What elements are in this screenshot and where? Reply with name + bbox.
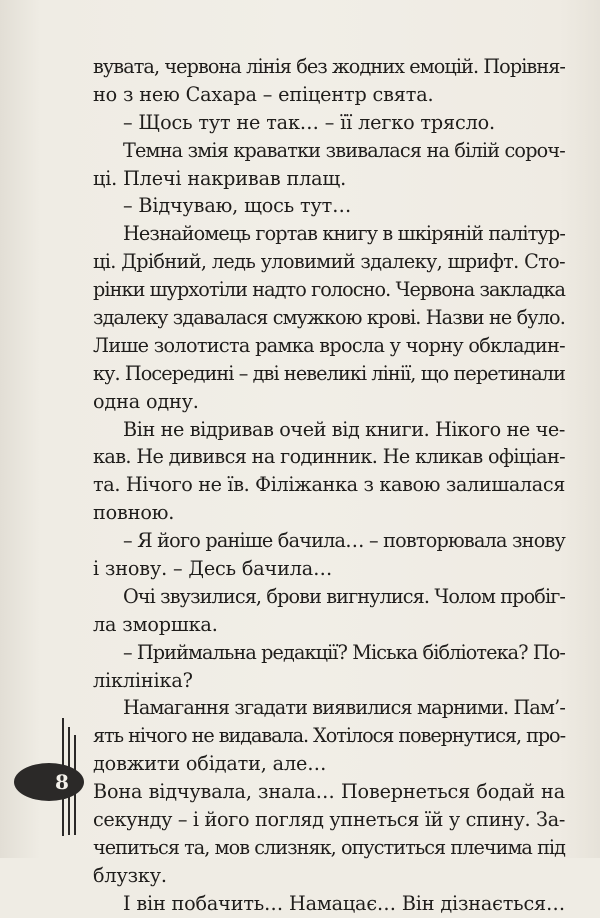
text-line: – Приймальна редакції? Міська бібліотека? По- [123,640,565,664]
text-line: довжити обідати, але… [93,752,327,776]
text-line: кав. Не дивився на годинник. Не кликав офіціан- [93,445,565,469]
text-line: вувата, червона лінія без жодних емоцій. Порівня- [93,55,565,78]
text-line: ліклініка? [93,668,193,692]
body-text [93,53,565,918]
text-line: Намагання згадати виявилися марними. Пам’- [123,696,565,720]
text-line: Він не відривав очей від книги. Нікого не че- [123,417,565,441]
text-line: – Відчуваю, щось тут… [123,194,352,218]
page-number: 8 [14,763,84,801]
text-line: ку. Посередині – дві невеликі лінії, що перетинали [93,361,565,385]
text-line: но з нею Сахара – епіцентр свята. [93,82,434,106]
text-line: ці. Плечі накривав плащ. [93,166,347,190]
text-line: ла зморшка. [93,612,218,636]
text-line: чепиться та, мов слизняк, опуститься плечима під [93,835,565,859]
text-line: одна одну. [93,389,199,413]
text-line: Очі звузилися, брови вигнулися. Чолом пробіг- [123,584,565,608]
text-line: блузку. [93,863,167,887]
text-line: Темна змія краватки звивалася на білій сороч- [123,138,565,162]
text-line: Лише золотиста рамка вросла у чорну обкладин- [93,333,565,357]
text-line: І він побачить… Намацає… Він дізнається… [123,891,565,915]
text-line: – Я його раніше бачила… – повторювала знову [123,529,565,553]
text-line: Незнайомець гортав книгу в шкіряній палітур- [123,222,565,246]
text-line: рінки шурхотіли надто голосно. Червона закладка [93,278,565,302]
text-line: – Щось тут не так… – її легко трясло. [123,110,495,134]
text-line: і знову. – Десь бачила… [93,557,333,581]
text-line: та. Нічого не їв. Філіжанка з кавою залишалася [93,473,565,497]
text-line: ці. Дрібний, ледь уловимий здалеку, шрифт. Сто- [93,250,565,274]
text-line: повною. [93,501,175,525]
text-line: здалеку здавалася смужкою крові. Назви не було. [93,306,565,330]
text-line: секунду – і його погляд упнеться їй у спину. За- [93,808,565,832]
text-line: Вона відчувала, знала… Повернеться бодай на [93,780,565,804]
text-line: ять нічого не видавала. Хотілося повернутися, про- [93,724,565,748]
